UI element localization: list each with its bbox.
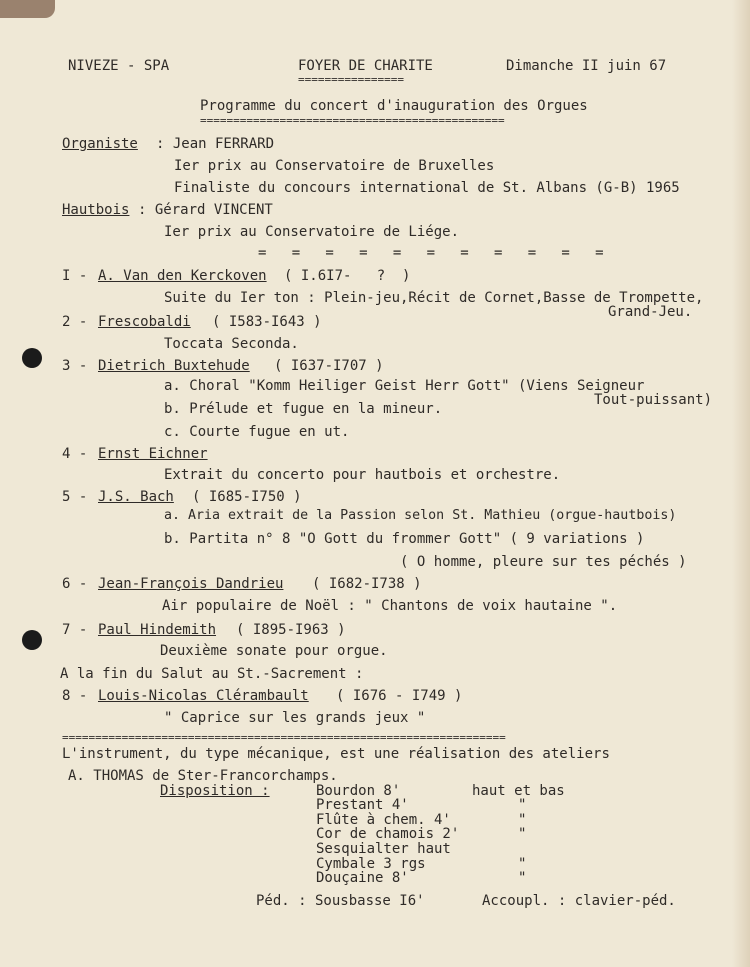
composer-name: Dietrich Buxtehude (98, 358, 250, 374)
header-center: FOYER DE CHARITE (298, 58, 433, 74)
item-number: I - (62, 268, 88, 284)
composer-dates: ( I895-I963 ) (236, 622, 346, 638)
item-number: 2 - (62, 314, 88, 330)
composer-name: Louis-Nicolas Clérambault (98, 688, 309, 704)
stop-note: " (518, 856, 527, 872)
composer-dates: ( I.6I7- ? ) (284, 268, 411, 284)
punch-hole-top (22, 348, 42, 368)
piece-title: a. Aria extrait de la Passion selon St. Mathieu (orgue-hautbois) (164, 508, 677, 523)
stop-note: " (518, 870, 527, 886)
paper-edge-stain (732, 0, 750, 967)
composer-dates: ( I637-I707 ) (274, 358, 384, 374)
item-number: 4 - (62, 446, 88, 462)
piece-title: Suite du Ier ton : Plein-jeu,Récit de Cornet,Basse de Trompette, (164, 290, 704, 306)
title-underline: ============================================== (200, 114, 505, 127)
stop-name: Sesquialter haut (316, 841, 451, 857)
oboe-label: Hautbois (62, 202, 130, 218)
piece-title-cont: ( O homme, pleure sur tes péchés ) (400, 554, 687, 570)
piece-title: b. Prélude et fugue en la mineur. (164, 401, 443, 417)
separator: = = = = = = = = = = = (258, 245, 604, 261)
composer-name: J.S. Bach (98, 489, 174, 505)
composer-dates: ( I676 - I749 ) (336, 688, 463, 704)
piece-title-cont: Grand-Jeu. (608, 304, 693, 320)
item-number: 8 - (62, 688, 88, 704)
oboe-name: : Gérard VINCENT (138, 202, 273, 218)
composer-dates: ( I583-I643 ) (212, 314, 322, 330)
piece-title: Deuxième sonate pour orgue. (160, 643, 388, 659)
composer-dates: ( I682-I738 ) (312, 576, 422, 592)
composer-dates: ( I685-I750 ) (192, 489, 302, 505)
salut-note: A la fin du Salut au St.-Sacrement : (60, 666, 364, 682)
oboe-award: Ier prix au Conservatoire de Liége. (164, 224, 460, 240)
header-date: Dimanche II juin 67 (506, 58, 667, 74)
piece-title: b. Partita n° 8 "O Gott du frommer Gott" ( 9 variations ) (164, 531, 645, 547)
piece-title: Extrait du concerto pour hautbois et orchestre. (164, 467, 561, 483)
item-number: 7 - (62, 622, 88, 638)
section-divider: =================================================================== (62, 731, 506, 744)
punch-hole-bottom (22, 630, 42, 650)
piece-title: Air populaire de Noël : " Chantons de voix hautaine ". (162, 598, 618, 614)
page-title: Programme du concert d'inauguration des Orgues (200, 98, 588, 114)
stop-note: " (518, 826, 527, 842)
piece-title: " Caprice sur les grands jeux " (164, 710, 426, 726)
organist-name: : Jean FERRARD (156, 136, 275, 152)
organist-award-1: Ier prix au Conservatoire de Bruxelles (174, 158, 495, 174)
stop-name: Prestant 4' (316, 797, 409, 813)
torn-corner (0, 0, 55, 18)
stop-note: " (518, 797, 527, 813)
stop-name: Douçaine 8' (316, 870, 409, 886)
instrument-text-2: A. THOMAS de Ster-Francorchamps. (68, 768, 338, 784)
stop-name: Cymbale 3 rgs (316, 856, 426, 872)
item-number: 3 - (62, 358, 88, 374)
disposition-label: Disposition : (160, 783, 270, 799)
composer-name: Ernst Eichner (98, 446, 208, 462)
header-center-underline: ================ (298, 73, 404, 86)
organist-award-2: Finaliste du concours international de St. Albans (G-B) 1965 (174, 180, 680, 196)
composer-name: Frescobaldi (98, 314, 191, 330)
piece-title-cont: Tout-puissant) (594, 392, 713, 408)
stop-note: " (518, 812, 527, 828)
coupler: Accoupl. : clavier-péd. (482, 893, 676, 909)
organist-label: Organiste (62, 136, 138, 152)
instrument-text-1: L'instrument, du type mécanique, est une réalisation des ateliers (62, 746, 610, 762)
stop-note: haut et bas (472, 783, 565, 799)
item-number: 6 - (62, 576, 88, 592)
piece-title: a. Choral "Komm Heiliger Geist Herr Gott" (Viens Seigneur (164, 378, 645, 394)
stop-name: Bourdon 8' (316, 783, 401, 799)
composer-name: Paul Hindemith (98, 622, 217, 638)
composer-name: Jean-François Dandrieu (98, 576, 284, 592)
header-left: NIVEZE - SPA (68, 58, 170, 74)
item-number: 5 - (62, 489, 88, 505)
stop-name: Flûte à chem. 4' (316, 812, 451, 828)
composer-name: A. Van den Kerckoven (98, 268, 267, 284)
piece-title: Toccata Seconda. (164, 336, 299, 352)
piece-title: c. Courte fugue en ut. (164, 424, 350, 440)
stop-name: Cor de chamois 2' (316, 826, 460, 842)
pedal-stop: Péd. : Sousbasse I6' (256, 893, 425, 909)
